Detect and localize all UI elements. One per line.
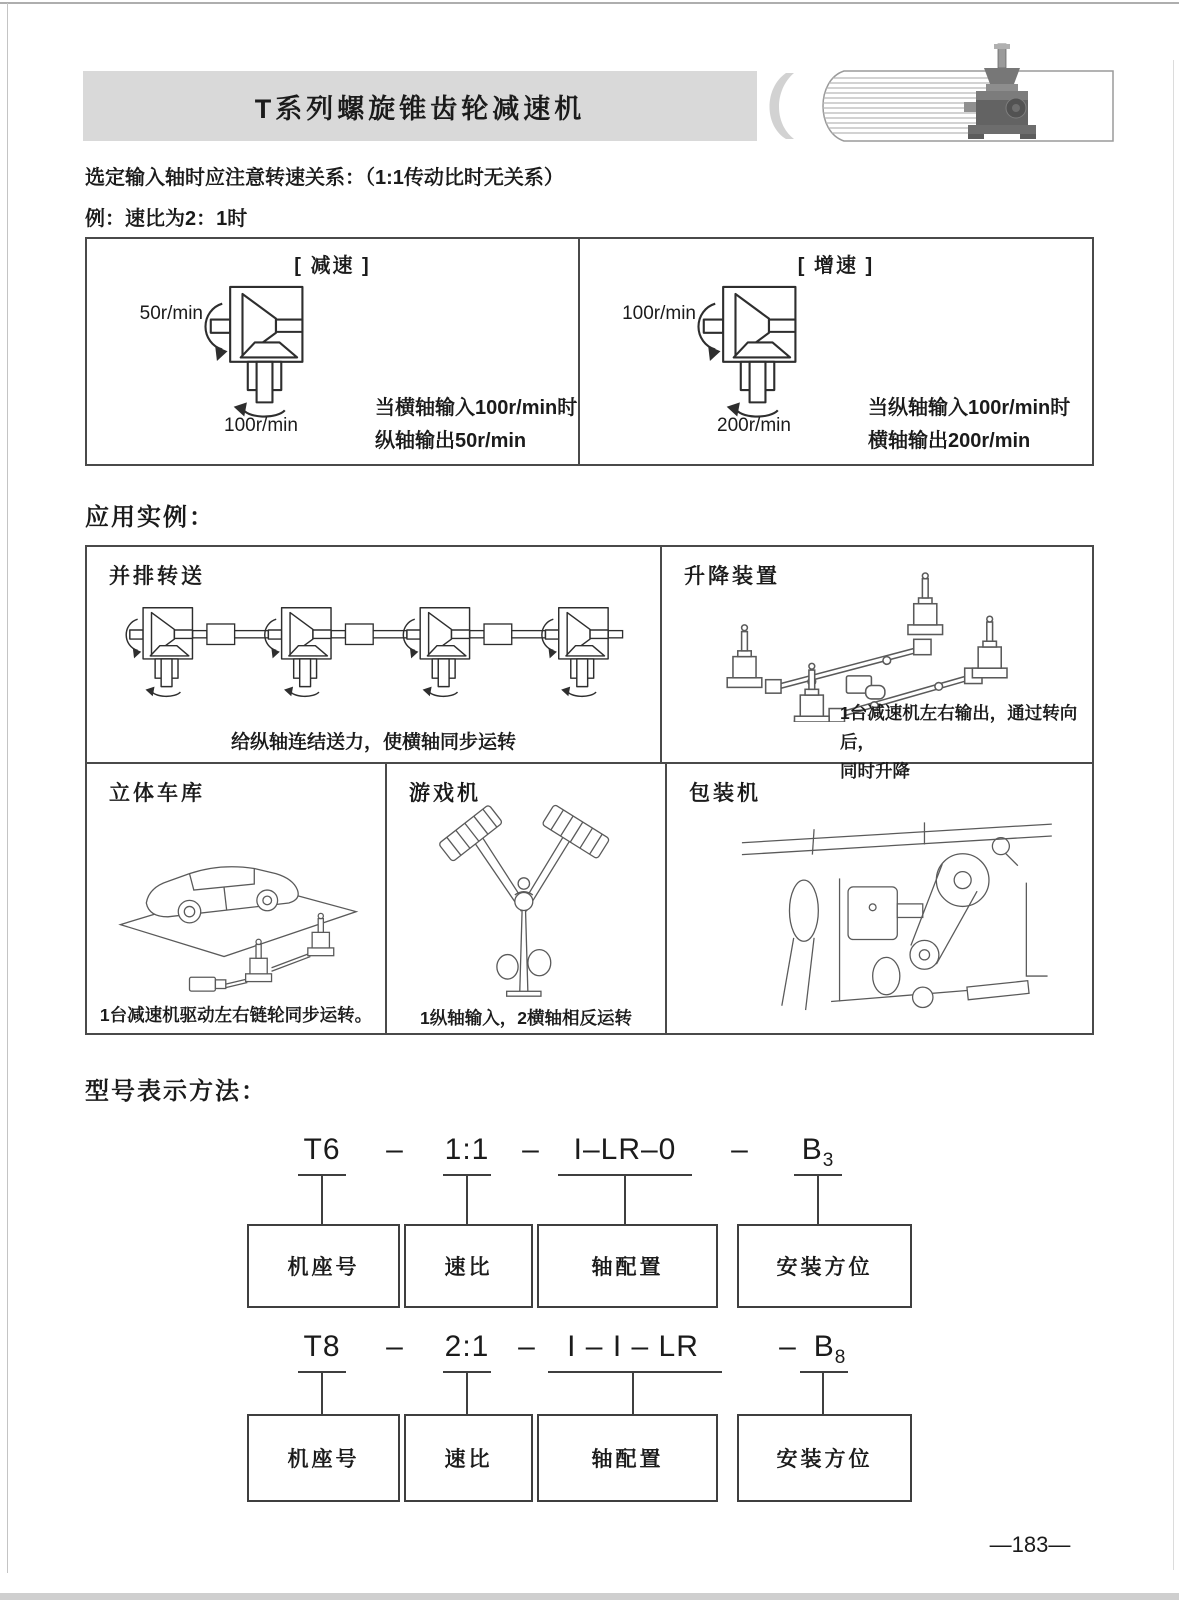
- app-caption: 1台减速机驱动左右链轮同步运转。: [99, 1005, 373, 1025]
- reduction-side-speed: 50r/min: [139, 303, 203, 324]
- connector-line: [624, 1174, 626, 1224]
- page-edge-bottom: [0, 1593, 1179, 1600]
- connector-line: [632, 1371, 634, 1414]
- app-title: 包装机: [689, 782, 761, 805]
- connector-tick: [548, 1371, 722, 1373]
- page-edge-right: [1173, 60, 1174, 1570]
- page-edge-left: [7, 3, 8, 1573]
- app-cell-parallel-conveyors: [87, 547, 662, 762]
- game-machine-illustration: [425, 797, 621, 997]
- app-cell-packing-machine: [667, 764, 1092, 1033]
- app-caption: 给纵轴连结送力，使横轴同步运转: [230, 732, 516, 753]
- model1-dash: –: [386, 1133, 404, 1166]
- app-cell-game-machine: [387, 764, 667, 1033]
- model2-dash: –: [779, 1330, 797, 1363]
- gear-reducer-icon: [202, 279, 320, 420]
- parking-garage-illustration: [107, 808, 367, 998]
- reduction-description: 当横轴输入100r/min时 纵轴输出50r/min: [375, 397, 578, 452]
- connector-line: [321, 1174, 323, 1224]
- speed-ratio-example: 例：速比为2：1时: [85, 208, 248, 230]
- frame-size-box: 机座号: [247, 1414, 400, 1502]
- gear-reducer-icon: [695, 279, 813, 420]
- connector-line: [817, 1174, 819, 1224]
- connector-tick: [800, 1371, 848, 1373]
- page-title-bar: [83, 71, 757, 141]
- app-cell-lifting-device: [662, 547, 1092, 781]
- increase-description: 当纵轴输入100r/min时 横轴输出200r/min: [868, 397, 1071, 452]
- increase-side-speed: 100r/min: [622, 303, 696, 324]
- increase-label: [ 增速 ]: [797, 255, 875, 277]
- increase-bottom-speed: 200r/min: [717, 415, 791, 436]
- app-cell-parking-garage: [87, 764, 387, 1033]
- page-edge-top: [0, 2, 1179, 4]
- connector-line: [822, 1371, 824, 1414]
- applications-table: [85, 545, 1094, 1035]
- connector-line: [466, 1174, 468, 1224]
- model2-shaft-code: I – I – LR: [567, 1330, 699, 1363]
- model1-dash: –: [731, 1133, 749, 1166]
- model1-frame-code: T6: [303, 1133, 341, 1166]
- app-caption: 1纵轴输入，2横轴相反运转: [420, 1008, 632, 1028]
- model1-ratio-code: 1:1: [444, 1133, 490, 1166]
- app-title: 升降装置: [684, 565, 780, 588]
- model2-dash: –: [518, 1330, 536, 1363]
- parallel-conveyors-illustration: [125, 602, 625, 702]
- page-title: T系列螺旋锥齿轮减速机: [254, 93, 586, 124]
- model2-ratio-code: 2:1: [444, 1330, 490, 1363]
- app-title: 立体车库: [109, 782, 205, 805]
- connector-line: [321, 1371, 323, 1414]
- shaft-config-box: 轴配置: [537, 1224, 718, 1308]
- increase-cell: [580, 239, 1092, 464]
- app-title: 游戏机: [409, 782, 481, 805]
- app-caption: 1台减速机左右输出，通过转向后， 同时升降: [840, 703, 1078, 781]
- model1-mount-code: $B_3$: [801, 1133, 835, 1171]
- model1-dash: –: [522, 1133, 540, 1166]
- frame-size-box: 机座号: [247, 1224, 400, 1308]
- model2-mount-code: $B_8$: [813, 1330, 847, 1368]
- reduction-label: [ 减速 ]: [294, 255, 371, 277]
- model2-dash: –: [386, 1330, 404, 1363]
- model1-shaft-code: I–LR–0: [573, 1133, 677, 1166]
- shaft-config-box: 轴配置: [537, 1414, 718, 1502]
- mounting-position-box: 安装方位: [737, 1414, 912, 1502]
- model-designation-heading: 型号表示方法：: [85, 1078, 267, 1105]
- connector-line: [466, 1371, 468, 1414]
- reduction-cell: [87, 239, 580, 464]
- speed-ratio-box: 速比: [404, 1414, 533, 1502]
- speed-relation-note: 选定输入轴时应注意转速关系：（1:1传动比时无关系）: [85, 167, 564, 189]
- reduction-bottom-speed: 100r/min: [224, 415, 298, 436]
- speed-ratio-box: 速比: [404, 1224, 533, 1308]
- app-title: 并排转送: [109, 565, 205, 588]
- header-decoration: [752, 42, 1117, 142]
- model2-frame-code: T8: [303, 1330, 341, 1363]
- mounting-position-box: 安装方位: [737, 1224, 912, 1308]
- packing-machine-illustration: [712, 802, 1069, 1027]
- header-swoosh: [770, 73, 795, 139]
- applications-heading: 应用实例：: [85, 504, 215, 531]
- page-number: —183—: [989, 1532, 1071, 1557]
- speed-example-table: [85, 237, 1094, 466]
